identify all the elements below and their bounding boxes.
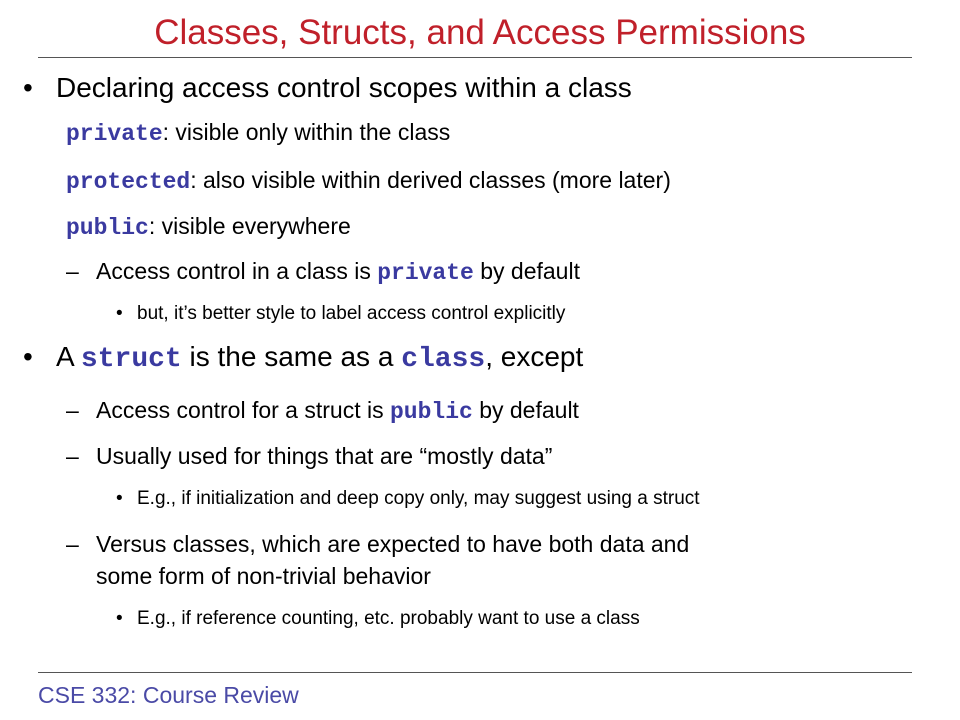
class-example-note: E.g., if reference counting, etc. probably want to use a class [137,608,640,629]
protected-keyword: protected [66,169,191,195]
public-description: : visible everywhere [148,213,351,239]
classes-behavior-line-2: some form of non-trivial behavior [96,563,431,589]
public-keyword-default: public [389,399,473,425]
struct-line-text-a: A [56,341,81,372]
sub-bullet-marker: • [116,303,123,324]
struct-default-access-line [96,396,579,426]
explicit-label-note: but, it’s better style to label access control explicitly [137,303,566,324]
sub-bullet-marker: • [116,488,123,509]
private-description: : visible only within the class [162,119,451,145]
class-default-access-line [96,257,580,287]
dash-marker: – [66,397,79,423]
private-keyword: private [66,121,163,147]
struct-keyword: struct [80,344,182,375]
footer-course-label: CSE 332: Course Review [38,682,299,708]
mostly-data-line: Usually used for things that are “mostly data” [96,443,553,469]
private-keyword-default: private [377,260,474,286]
sub-bullet-marker: • [116,608,123,629]
slide-title: Classes, Structs, and Access Permissions [154,13,806,52]
dash-marker: – [66,531,79,557]
bullet-marker: • [23,341,33,372]
struct-default-suffix: by default [472,397,579,423]
bullet-struct-vs-class [56,340,583,377]
public-keyword: public [66,215,149,241]
class-keyword: class [401,344,486,375]
title-divider [38,57,912,58]
struct-line-text-b: is the same as a [181,341,402,372]
struct-default-text: Access control for a struct is [96,397,390,423]
dash-marker: – [66,443,79,469]
bullet-access-scopes: Declaring access control scopes within a class [56,72,632,103]
protected-scope-line [66,166,671,196]
dash-marker: – [66,258,79,284]
footer-divider [38,672,912,673]
struct-line-text-c: , except [485,341,584,372]
bullet-marker: • [23,72,33,103]
class-default-text: Access control in a class is [96,258,378,284]
protected-description: : also visible within derived classes (more later) [190,167,671,193]
public-scope-line [66,212,351,242]
struct-example-note: E.g., if initialization and deep copy only, may suggest using a struct [137,488,700,509]
private-scope-line [66,118,450,148]
classes-behavior-line-1: Versus classes, which are expected to have both data and [96,531,690,557]
class-default-suffix: by default [473,258,580,284]
